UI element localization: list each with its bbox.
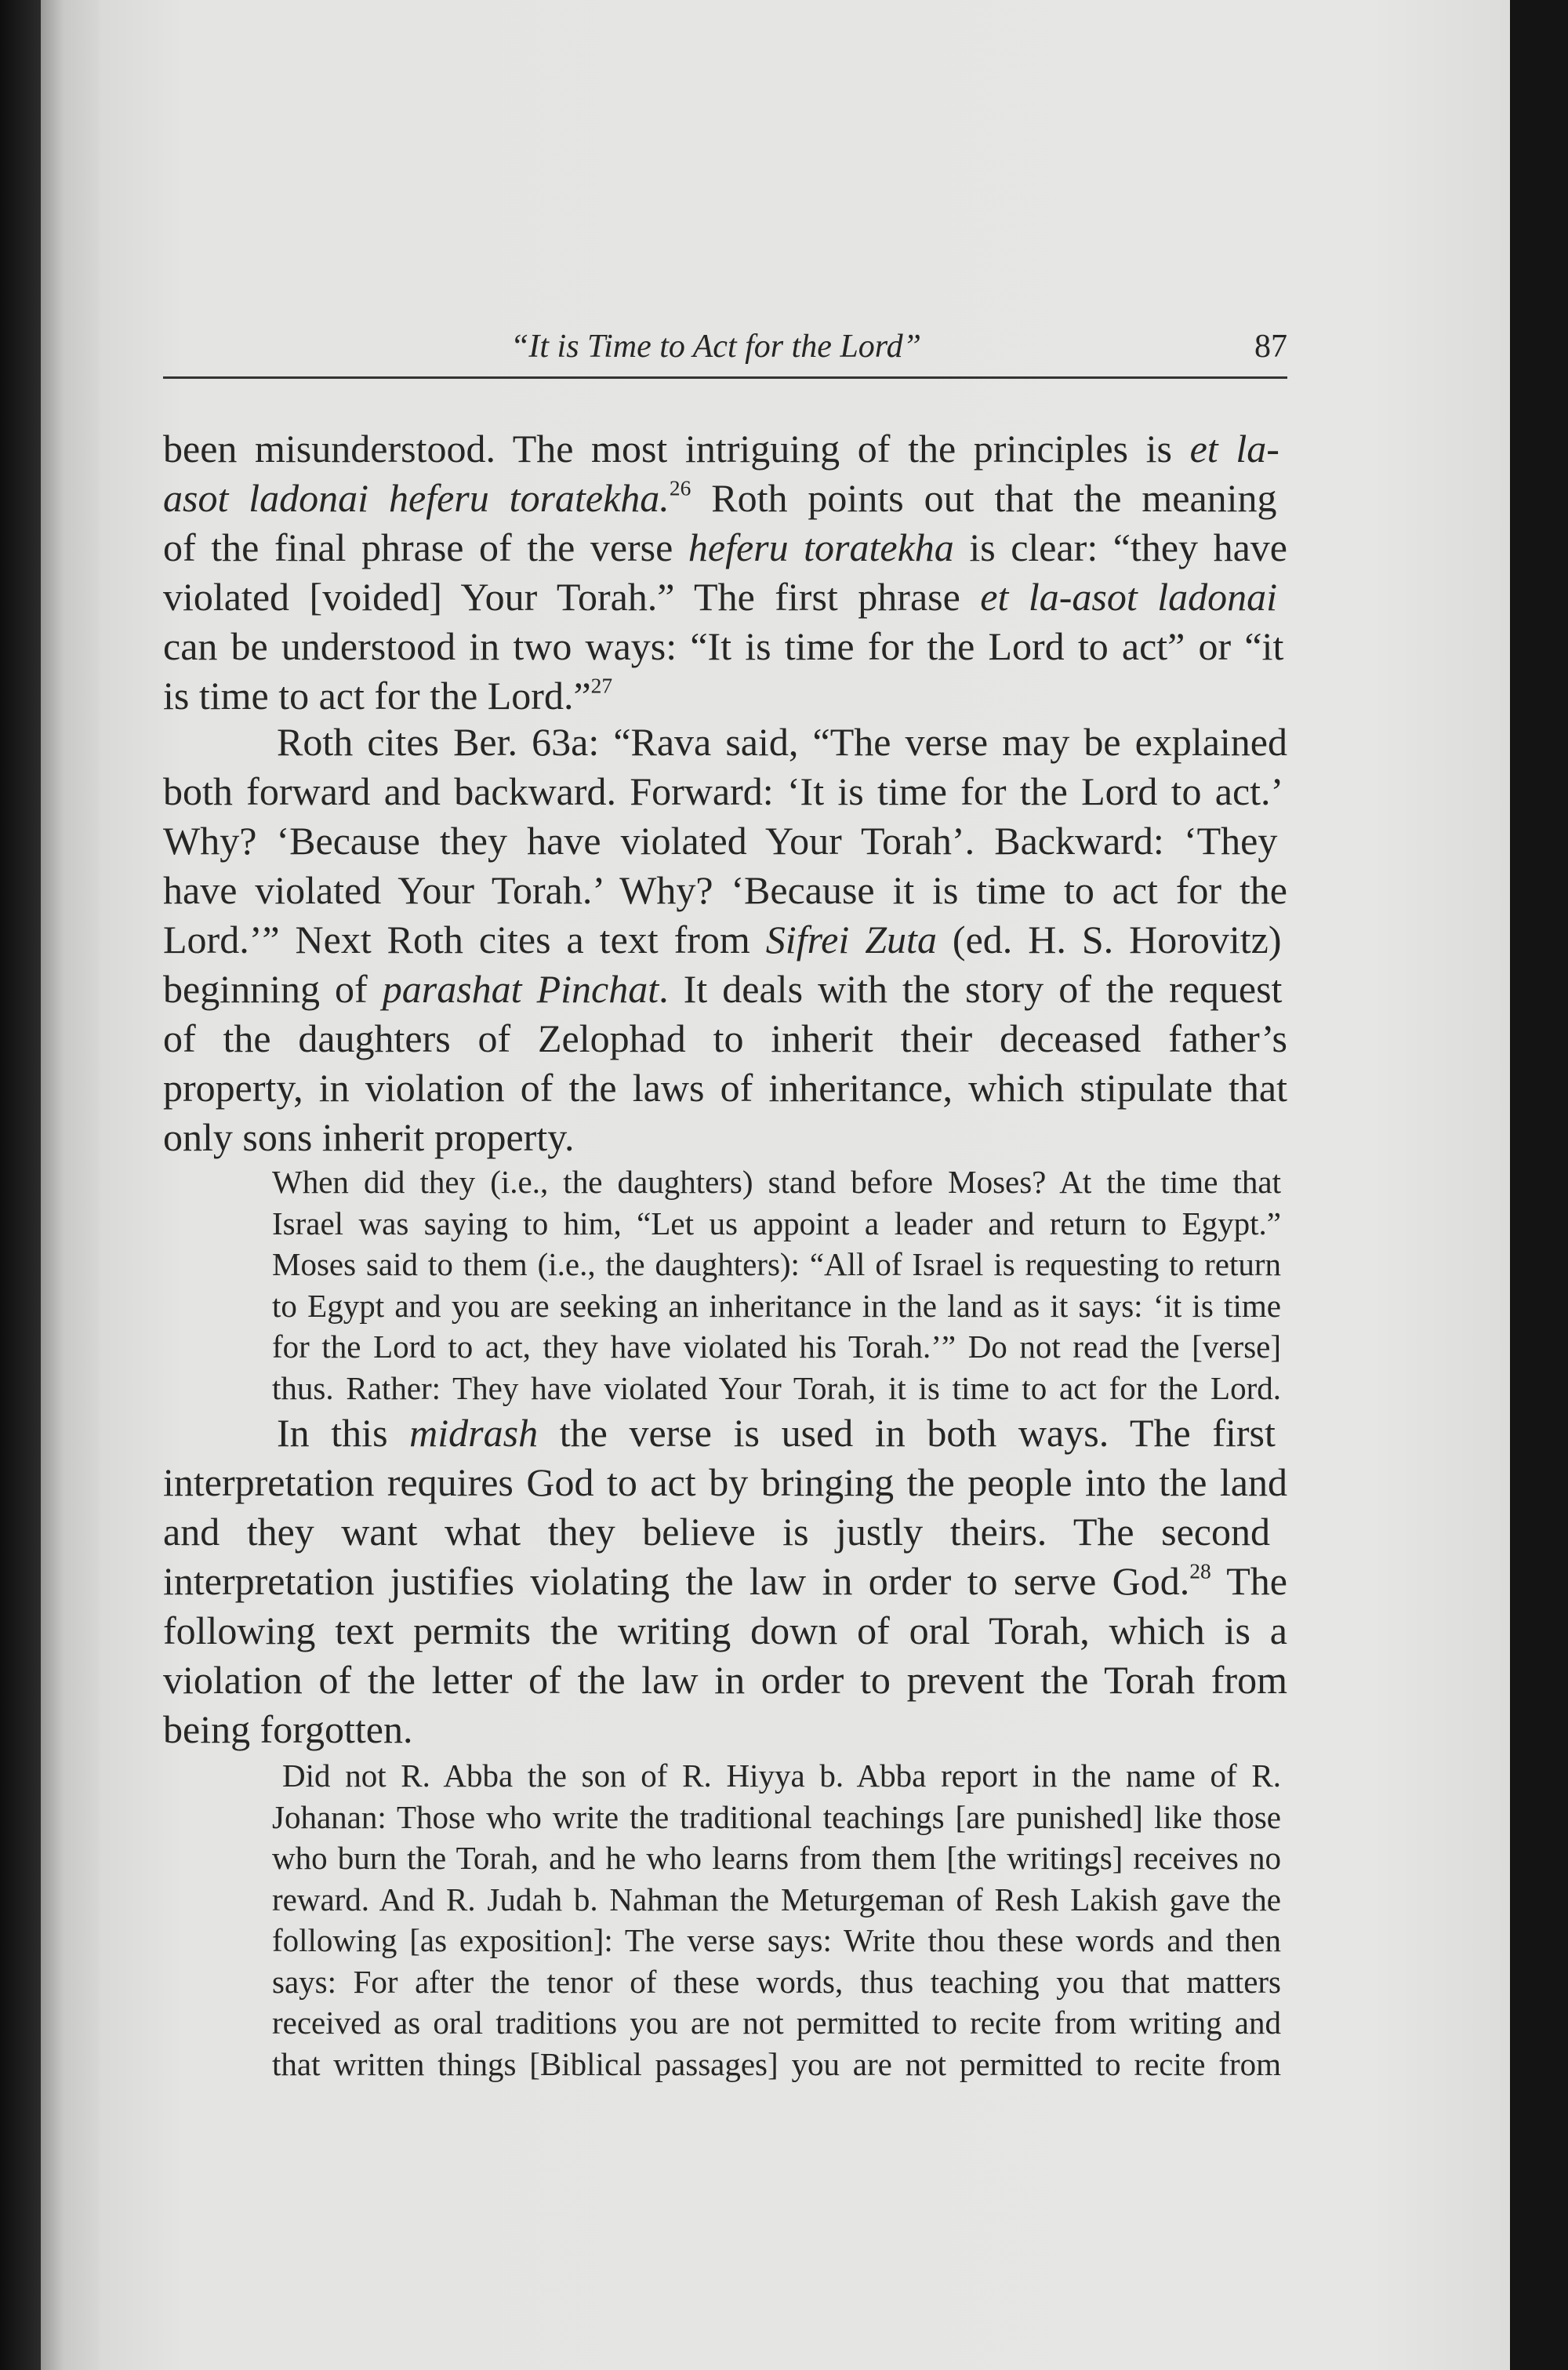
text-run: the verse is used in both ways. The first [538,1411,1276,1455]
text-run: Israel was saying to him, “Let us appoint a leader and return to Egypt.” [272,1205,1281,1241]
text-run: Why? ‘Because they have violated Your Torah’. Backward: ‘They [163,819,1278,863]
text-run: Moses said to them (i.e., the daughters): “All of Israel is requesting to return [272,1246,1281,1282]
text-run: can be understood in two ways: “It is time for the Lord to act” or “it [163,624,1284,668]
text-run: that written things [Biblical passages] you are not permitted to recite from [272,2045,1281,2082]
text-line [272,1920,1281,1961]
text-run: Roth cites Ber. 63a: “Rava said, “The verse may be explained [277,720,1287,764]
text-run: received as oral traditions you are not permitted to recite from writing and [272,2005,1281,2041]
text-line-content [163,1458,1287,1507]
text-line-content [277,1409,1276,1458]
italic-term: et la- [1189,427,1279,471]
text-line-content [163,915,1282,965]
text-line-content [163,523,1287,573]
text-run: who burn the Torah, and he who learns from them [the writings] receives no [272,1840,1281,1876]
text-line [163,965,1287,1014]
text-line [163,1606,1287,1656]
text-run: only sons inherit property. [163,1115,575,1159]
text-line-content [163,671,612,721]
text-line [272,2044,1281,2085]
text-run: Johanan: Those who write the traditional teachings [are punished] like those [272,1798,1281,1835]
text-run: violated [voided] Your Torah.” The first phrase [163,575,981,619]
text-line-content [272,1326,1281,1368]
text-line [272,1326,1281,1368]
text-line-content [272,2044,1281,2085]
text-line-content [163,622,1283,671]
text-line-content [163,1557,1287,1606]
text-run: is clear: “they have [953,525,1287,569]
text-line-content [163,424,1279,474]
paragraph-2 [163,718,1287,1162]
text-line-content [163,573,1277,622]
text-line-content [272,2002,1281,2044]
text-run: Lord.’” Next Roth cites a text from [163,918,766,961]
text-line-content [282,1755,1281,1797]
text-line [272,1203,1281,1245]
text-line [163,1705,1287,1754]
text-run: is time to act for the Lord.” [163,674,591,718]
text-line [163,622,1287,671]
text-line [163,424,1287,474]
text-line [163,1014,1287,1063]
text-line-content [163,474,1277,523]
text-run: thus. Rather: They have violated Your Torah, it is time to act for the Lord. [272,1369,1281,1406]
text-run: When did they (i.e., the daughters) stand before Moses? At the time that [272,1164,1281,1200]
text-line [163,767,1287,816]
footnote-ref[interactable]: 28 [1189,1558,1211,1583]
text-run: interpretation requires God to act by bringing the people into the land [163,1460,1287,1504]
text-line [163,573,1287,622]
text-run: been misunderstood. The most intriguing of the principles is [163,427,1190,471]
text-run: being forgotten. [163,1707,413,1751]
text-run: The [1210,1559,1287,1603]
text-run: of the final phrase of the verse [163,525,688,569]
text-run: to Egypt and you are seeking an inheritance in the land as it says: ‘it is time [272,1287,1281,1324]
text-line [163,1656,1287,1705]
text-run: violation of the letter of the law in order to prevent the Torah from [163,1658,1287,1702]
text-line [163,866,1287,915]
text-line [272,1285,1281,1327]
text-line [163,1458,1287,1507]
text-line-content [272,1368,1281,1409]
text-run: . It deals with the story of the request [659,967,1283,1011]
block-quote-2 [272,1755,1281,2085]
text-line-content [272,1879,1281,1921]
text-line [163,1557,1287,1606]
text-line [272,1837,1281,1879]
text-run: following text permits the writing down of oral Torah, which is a [163,1608,1287,1652]
book-spine-shadow [0,0,41,2370]
paragraph-3 [163,1409,1287,1754]
italic-term: heferu toratekha [688,525,954,569]
text-line [272,1755,1281,1797]
text-run: for the Lord to act, they have violated his Torah.’” Do not read the [verse] [272,1329,1281,1365]
text-line [163,523,1287,573]
text-line-content [163,767,1283,816]
text-run: Did not R. Abba the son of R. Hiyya b. Abba report in the name of R. [282,1758,1281,1794]
text-line-content [163,866,1287,915]
text-line [163,718,1287,767]
text-line-content [272,1797,1281,1838]
facing-page-edge [41,0,99,2370]
text-line-content [272,1920,1281,1961]
italic-term: asot ladonai heferu toratekha. [163,476,670,520]
text-run: (ed. H. S. Horovitz) [936,918,1282,961]
text-line-content [272,1837,1281,1879]
text-run: interpretation justifies violating the law in order to serve God. [163,1559,1190,1603]
text-run: and they want what they believe is justly theirs. The second [163,1510,1270,1554]
text-line [272,1161,1281,1203]
italic-term: parashat Pinchat [382,967,659,1011]
italic-term: Sifrei Zuta [765,918,937,961]
text-line [272,1368,1281,1409]
text-run: property, in violation of the laws of inheritance, which stipulate that [163,1066,1287,1110]
text-line [163,474,1287,523]
text-run: beginning of [163,967,383,1011]
text-run: of the daughters of Zelophad to inherit their deceased father’s [163,1016,1287,1060]
text-run: both forward and backward. Forward: ‘It is time for the Lord to act.’ [163,769,1284,813]
italic-term: midrash [409,1411,539,1455]
block-quote-1 [272,1161,1281,1409]
text-run: Roth points out that the meaning [691,476,1277,520]
text-line [163,1113,1287,1162]
page-number: 87 [1254,329,1287,365]
header-rule [163,376,1287,379]
text-line [163,816,1287,866]
text-line [272,1879,1281,1921]
text-line [272,1961,1281,2003]
text-line-content [272,1244,1281,1285]
background-right [1510,0,1568,2370]
text-line [163,671,1287,721]
text-line-content [163,1113,574,1162]
text-line-content [272,1161,1281,1203]
text-run: following [as exposition]: The verse says: Write thou these words and then [272,1922,1281,1958]
text-line [272,1244,1281,1285]
text-line-content [163,1656,1287,1705]
text-line [163,915,1287,965]
text-line-content [272,1961,1281,2003]
text-line-content [163,1063,1287,1113]
text-line-content [163,965,1282,1014]
text-line [163,1507,1287,1557]
text-run: reward. And R. Judah b. Nahman the Meturgeman of Resh Lakish gave the [272,1881,1281,1917]
footnote-ref[interactable]: 26 [669,475,691,500]
text-line-content [163,1705,412,1754]
italic-term: et la-asot ladonai [980,575,1278,619]
text-run: have violated Your Torah.’ Why? ‘Because it is time to act for the [163,868,1287,912]
text-line-content [163,1507,1270,1557]
text-line-content [272,1285,1281,1327]
text-run: In this [277,1411,410,1455]
text-line [163,1409,1287,1458]
text-line [163,1063,1287,1113]
running-header-title: “It is Time to Act for the Lord” [510,329,921,365]
text-line-content [163,1014,1287,1063]
text-line [272,1797,1281,1838]
text-line-content [277,718,1287,767]
text-run: says: For after the tenor of these words, thus teaching you that matters [272,1963,1281,2000]
text-line [272,2002,1281,2044]
paragraph-1 [163,424,1287,721]
text-line-content [163,816,1277,866]
text-line-content [163,1606,1287,1656]
footnote-ref[interactable]: 27 [590,673,613,698]
text-line-content [272,1203,1281,1245]
